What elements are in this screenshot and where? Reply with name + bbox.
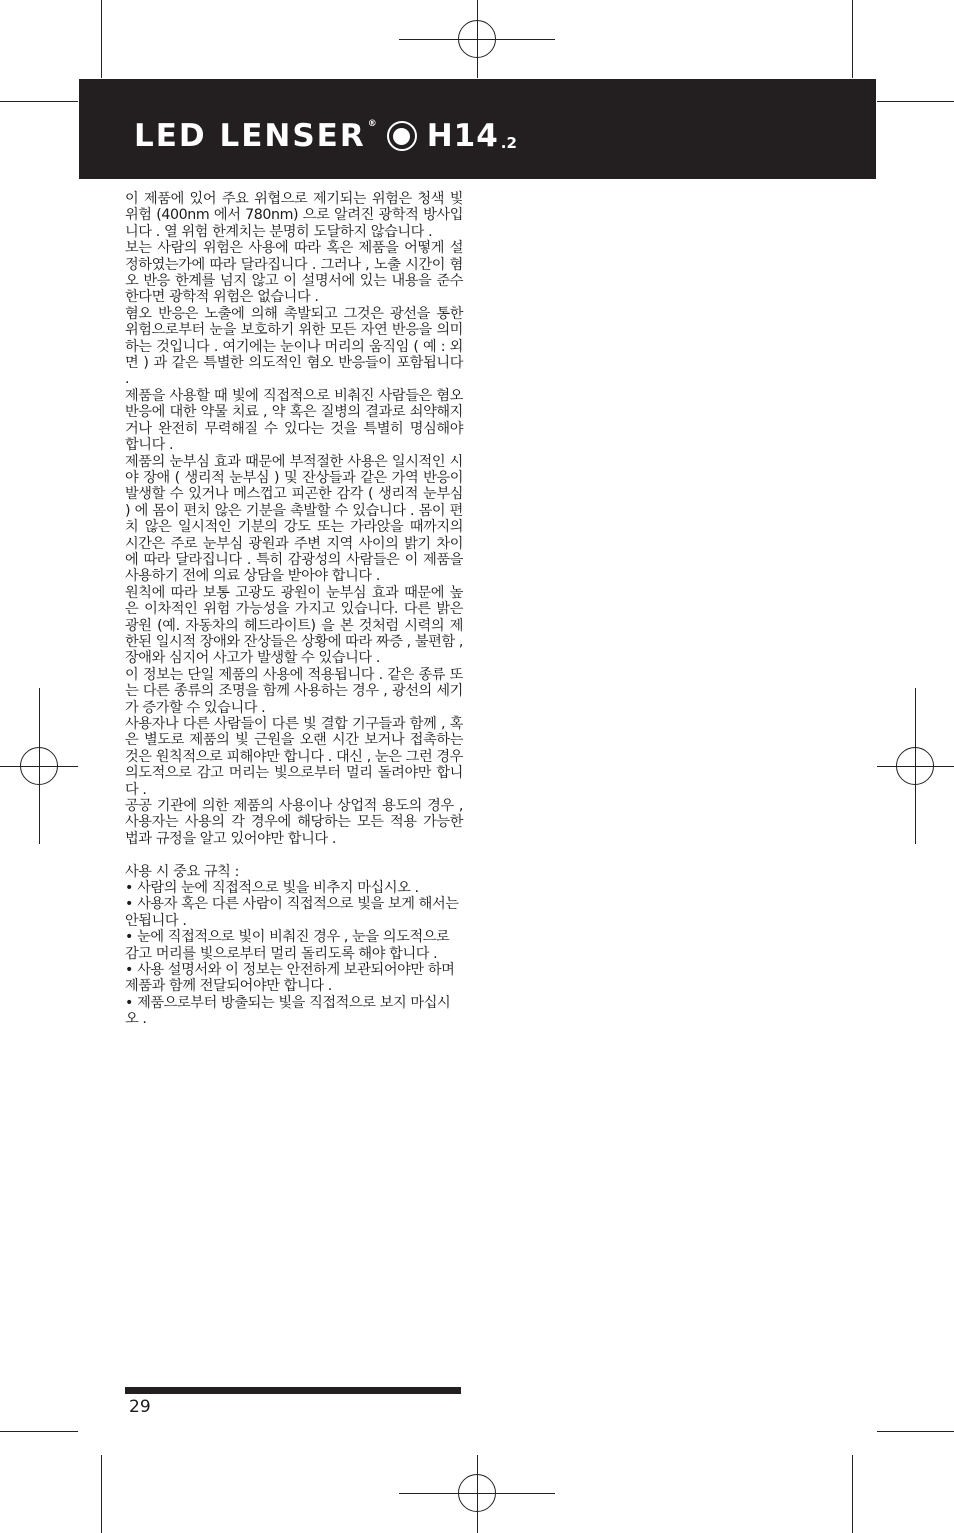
paragraph: 제품의 눈부심 효과 때문에 부적절한 사용은 일시적인 시야 장애 ( 생리적 눈부심 ) 및 잔상들과 같은 가역 반응이 발생할 수 있거나 메스껍고 피곤한 감각 ( 생리적 눈부심 ) 에 몸이 편치 않은 기분을 촉발할 수 있습니다 . 몸이 편치 않은 일시적인 기분의 강도 또는 가라앉을 때까지의 시간은 주로 눈부심 광원과 주변 지역 사이의 밝기 차이에 따라 달라집니다 . 특히 감광성의 사람들은 이 제품을 사용하기 전에 의료 상담을 받아야 합니다 . <box>125 453 463 585</box>
crop-mark <box>852 1455 853 1533</box>
footer-rule <box>125 1387 461 1394</box>
rule-item: • 제품으로부터 방출되는 빛을 직접적으로 보지 마십시오 . <box>125 994 451 1028</box>
brand-name: LED LENSER <box>134 118 366 154</box>
crop-mark <box>0 1431 78 1432</box>
paragraph: 이 제품에 있어 주요 위협으로 제기되는 위험은 청색 빛 위험 (400nm 에서 780nm) 으로 알려진 광학적 방사입니다 . 열 위험 한계치는 분명히 도달하지 않습니다 . <box>125 191 463 240</box>
model-suffix: .2 <box>500 134 517 152</box>
crop-mark <box>877 1431 954 1432</box>
safety-text <box>125 191 463 1028</box>
paragraph: 사용자나 다른 사람들이 다른 빛 결합 기구들과 함께 , 혹은 별도로 제품의 빛 근원을 오랜 시간 보거나 접촉하는 것은 원칙적으로 피해야만 합니다 . 대신 , 눈은 그런 경우 의도적으로 감고 머리는 빛으로부터 멀리 돌려야만 합니다 . <box>125 716 463 798</box>
paragraph: 이 정보는 단일 제품의 사용에 적용됩니다 . 같은 종류 또는 다른 종류의 조명을 함께 사용하는 경우 , 광선의 세기가 증가할 수 있습니다 . <box>125 666 463 716</box>
spacer <box>125 847 463 863</box>
paragraph: 보는 사람의 위험은 사용에 따라 혹은 제품을 어떻게 설정하였는가에 따라 달라집니다 . 그러나 , 노출 시간이 혐오 반응 한계를 넘지 않고 이 설명서에 있는 내용을 준수한다면 광학적 위험은 없습니다 . <box>125 240 463 306</box>
crop-mark <box>852 0 853 78</box>
rules-heading: 사용 시 중요 규칙 : <box>125 863 239 880</box>
usage-rules <box>125 864 463 1028</box>
paragraph: 혐오 반응은 노출에 의해 촉발되고 그것은 광선을 통한 위험으로부터 눈을 보호하기 위한 모든 자연 반응을 의미하는 것입니다 . 여기에는 눈이나 머리의 움직임 ( 예 : 외면 ) 과 같은 특별한 의도적인 혐오 반응들이 포함됩니다 . <box>125 305 463 388</box>
rule-item: • 사람의 눈에 직접적으로 빛을 비추지 마십시오 . <box>125 880 419 897</box>
page-number: 29 <box>129 1397 151 1417</box>
rule-item: • 사용 설명서와 이 정보는 안전하게 보관되어야만 하며 제품과 함께 전달되어야만 합니다 . <box>125 962 455 995</box>
crop-mark <box>101 1455 102 1533</box>
rule-item: • 눈에 직접적으로 빛이 비춰진 경우 , 눈을 의도적으로 감고 머리를 빛으로부터 멀리 돌리도록 해야 합니다 . <box>125 929 450 962</box>
registered-mark: ® <box>367 119 377 129</box>
power-icon <box>387 121 417 151</box>
crop-mark <box>101 0 102 78</box>
paragraph: 제품을 사용할 때 빛에 직접적으로 비춰진 사람들은 혐오 반응에 대한 약물 치료 , 약 혹은 질병의 결과로 쇠약해지거나 완전히 무력해질 수 있다는 것을 특별히 명심해야 합니다 . <box>125 387 463 454</box>
brand-logo <box>134 119 517 153</box>
model-name: H14 <box>426 118 499 154</box>
crop-mark <box>877 101 954 102</box>
paragraph: 공공 기관에 의한 제품의 사용이나 상업적 용도의 경우 , 사용자는 사용의 각 경우에 해당하는 모든 적용 가능한 법과 규정을 알고 있어야만 합니다 . <box>125 798 463 847</box>
crop-mark <box>0 101 78 102</box>
paragraph: 원칙에 따라 보통 고광도 광원이 눈부심 효과 때문에 높은 이차적인 위험 가능성을 가지고 있습니다. 다른 밝은 광원 (예. 자동차의 헤드라이트) 을 본 것처럼 시력의 제한된 일시적 장애와 잔상들은 상황에 따라 짜증 , 불편함 , 장애와 심지어 사고가 발생할 수 있습니다 . <box>125 584 463 667</box>
header-bar <box>79 79 876 179</box>
rule-item: • 사용자 혹은 다른 사람이 직접적으로 빛을 보게 해서는 안됩니다 . <box>125 896 459 929</box>
